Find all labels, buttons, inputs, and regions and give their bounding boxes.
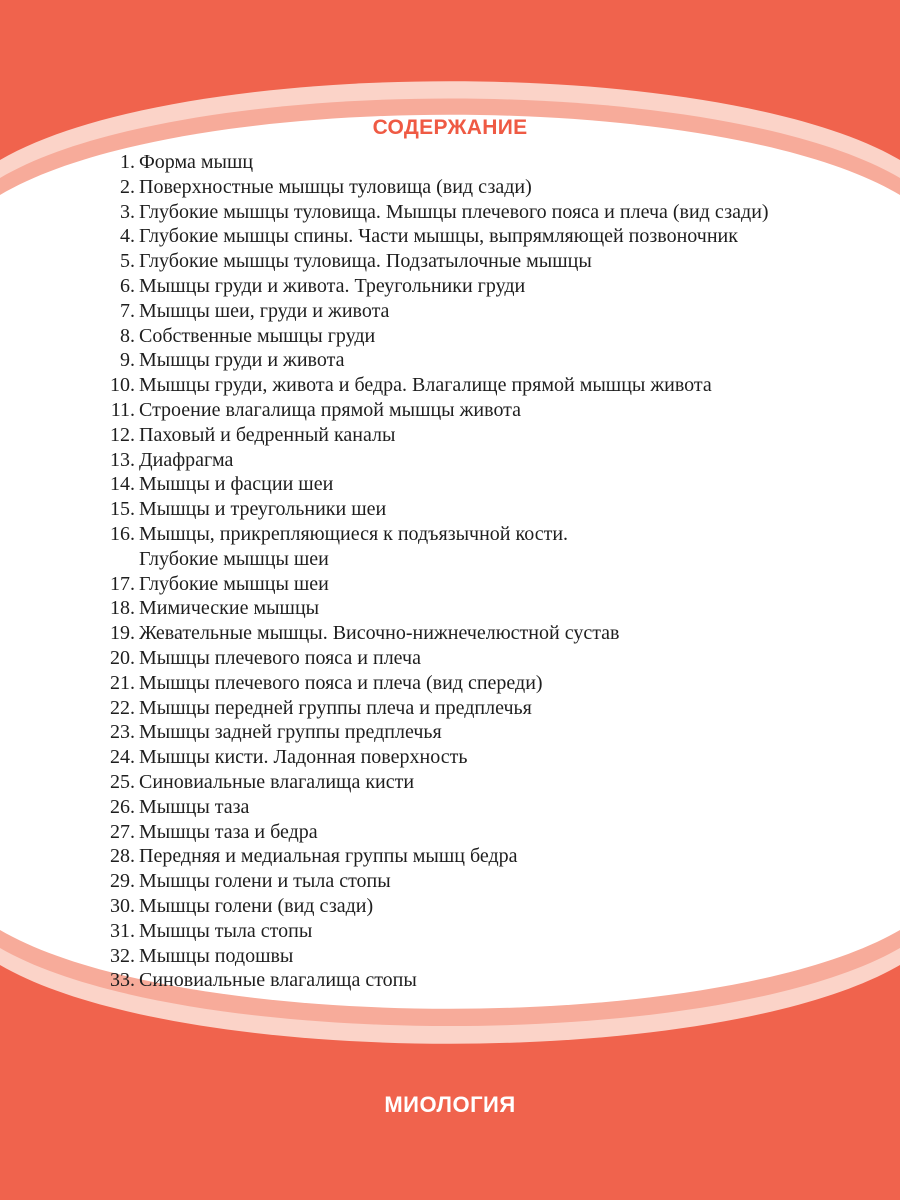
toc-item-number: 21. xyxy=(110,671,135,694)
toc-item-title: Синовиальные влагалища кисти xyxy=(139,770,415,793)
toc-item-number: 9. xyxy=(120,349,135,372)
toc-item xyxy=(100,224,860,249)
toc-item-title: Мышцы и треугольники шеи xyxy=(139,498,387,521)
toc-item-number: 22. xyxy=(110,696,135,719)
toc-item-title: Мышцы задней группы предплечья xyxy=(139,721,442,744)
toc-item-number: 24. xyxy=(110,746,135,769)
toc-item xyxy=(100,175,860,200)
toc-item-number: 11. xyxy=(110,398,135,421)
toc-item-number: 18. xyxy=(110,597,135,620)
toc-item-number: 31. xyxy=(110,919,135,942)
toc-item xyxy=(100,348,860,373)
toc-item-title: Мышцы кисти. Ладонная поверхность xyxy=(139,746,468,769)
toc-item xyxy=(100,621,860,646)
page-title: СОДЕРЖАНИЕ xyxy=(372,116,528,139)
toc-item-number: 5. xyxy=(120,250,135,273)
toc-item-number: 25. xyxy=(110,770,135,793)
toc-item-title: Мышцы подошвы xyxy=(139,944,294,967)
toc-item xyxy=(100,671,860,696)
toc-item-title: Мышцы таза xyxy=(139,795,250,818)
toc-item-number: 23. xyxy=(110,721,135,744)
toc-item-title: Мышцы тыла стопы xyxy=(139,919,313,942)
toc-item xyxy=(100,274,860,299)
toc-item xyxy=(100,472,860,497)
toc-item-title: Глубокие мышцы туловища. Мышцы плечевого пояса и плеча (вид сзади) xyxy=(139,200,769,223)
toc-item-title: Мышцы передней группы плеча и предплечья xyxy=(139,696,532,719)
toc-item-number: 16. xyxy=(110,522,135,545)
toc-item-number: 6. xyxy=(120,274,135,297)
toc-item-title: Мышцы голени и тыла стопы xyxy=(139,870,391,893)
toc-item-title: Мышцы груди, живота и бедра. Влагалище прямой мышцы живота xyxy=(139,374,712,397)
toc-item xyxy=(100,324,860,349)
toc-item-number: 15. xyxy=(110,498,135,521)
toc-item-number: 14. xyxy=(110,473,135,496)
toc-item-title: Мимические мышцы xyxy=(139,597,320,620)
toc-item-number: 12. xyxy=(110,423,135,446)
toc-item xyxy=(100,770,860,795)
toc-item-title: Передняя и медиальная группы мышц бедра xyxy=(139,845,518,868)
toc-item-number: 19. xyxy=(110,622,135,645)
toc-item xyxy=(100,373,860,398)
toc-item xyxy=(100,200,860,225)
toc-item-number: 8. xyxy=(120,324,135,347)
toc-item-title: Мышцы груди и живота. Треугольники груди xyxy=(139,274,526,297)
toc-item-title: Синовиальные влагалища стопы xyxy=(139,969,417,992)
toc-item-title: Мышцы плечевого пояса и плеча (вид спереди) xyxy=(139,671,543,694)
toc-item xyxy=(100,522,860,572)
toc-item xyxy=(100,869,860,894)
toc-item-number: 27. xyxy=(110,820,135,843)
toc-item-title: Мышцы таза и бедра xyxy=(139,820,318,843)
toc-item-number: 13. xyxy=(110,448,135,471)
toc-item-number: 20. xyxy=(110,646,135,669)
toc-item-title: Мышцы плечевого пояса и плеча xyxy=(139,646,421,669)
section-footer: МИОЛОГИЯ xyxy=(384,1092,516,1117)
toc-item xyxy=(100,448,860,473)
toc-item-title: Мышцы, прикрепляющиеся к подъязычной кости. Глубокие мышцы шеи xyxy=(139,522,569,570)
toc-item xyxy=(100,398,860,423)
toc-item xyxy=(100,919,860,944)
toc-item-title: Мышцы голени (вид сзади) xyxy=(139,894,374,917)
toc-item-number: 4. xyxy=(120,225,135,248)
toc-item-title: Поверхностные мышцы туловища (вид сзади) xyxy=(139,175,532,198)
toc-item-title: Глубокие мышцы туловища. Подзатылочные мышцы xyxy=(139,250,592,273)
table-of-contents xyxy=(100,150,860,993)
toc-item xyxy=(100,249,860,274)
toc-item xyxy=(100,596,860,621)
toc-item-number: 3. xyxy=(120,200,135,223)
toc-item xyxy=(100,423,860,448)
toc-item xyxy=(100,696,860,721)
toc-item-number: 29. xyxy=(110,870,135,893)
toc-item-number: 30. xyxy=(110,894,135,917)
toc-item-title: Форма мышц xyxy=(139,151,254,173)
toc-item-title: Мышцы груди и живота xyxy=(139,349,345,372)
toc-item-number: 10. xyxy=(110,374,135,397)
toc-item-number: 26. xyxy=(110,795,135,818)
toc-item-title: Глубокие мышцы шеи xyxy=(139,572,329,595)
toc-item xyxy=(100,795,860,820)
toc-item xyxy=(100,572,860,597)
toc-item-number: 17. xyxy=(110,572,135,595)
toc-item xyxy=(100,720,860,745)
toc-item xyxy=(100,646,860,671)
toc-item xyxy=(100,745,860,770)
toc-item xyxy=(100,968,860,993)
toc-item xyxy=(100,944,860,969)
toc-item-title: Жевательные мышцы. Височно-нижнечелюстной сустав xyxy=(139,622,620,645)
toc-item xyxy=(100,844,860,869)
toc-item-number: 2. xyxy=(120,175,135,198)
toc-item-title: Паховый и бедренный каналы xyxy=(139,423,396,446)
toc-item xyxy=(100,894,860,919)
toc-item-title: Мышцы шеи, груди и живота xyxy=(139,299,390,322)
toc-item-number: 28. xyxy=(110,845,135,868)
toc-item xyxy=(100,820,860,845)
toc-item-title: Мышцы и фасции шеи xyxy=(139,473,334,496)
toc-item xyxy=(100,497,860,522)
toc-item xyxy=(100,299,860,324)
toc-item xyxy=(100,150,860,175)
toc-item-title: Диафрагма xyxy=(139,448,234,471)
toc-item-number: 7. xyxy=(120,299,135,322)
toc-item-number: 1. xyxy=(120,151,135,173)
toc-item-number: 32. xyxy=(110,944,135,967)
toc-item-number: 33. xyxy=(110,969,135,992)
toc-item-title: Строение влагалища прямой мышцы живота xyxy=(139,398,522,421)
toc-item-title: Глубокие мышцы спины. Части мышцы, выпрямляющей позвоночник xyxy=(139,225,738,248)
toc-item-title: Собственные мышцы груди xyxy=(139,324,376,347)
